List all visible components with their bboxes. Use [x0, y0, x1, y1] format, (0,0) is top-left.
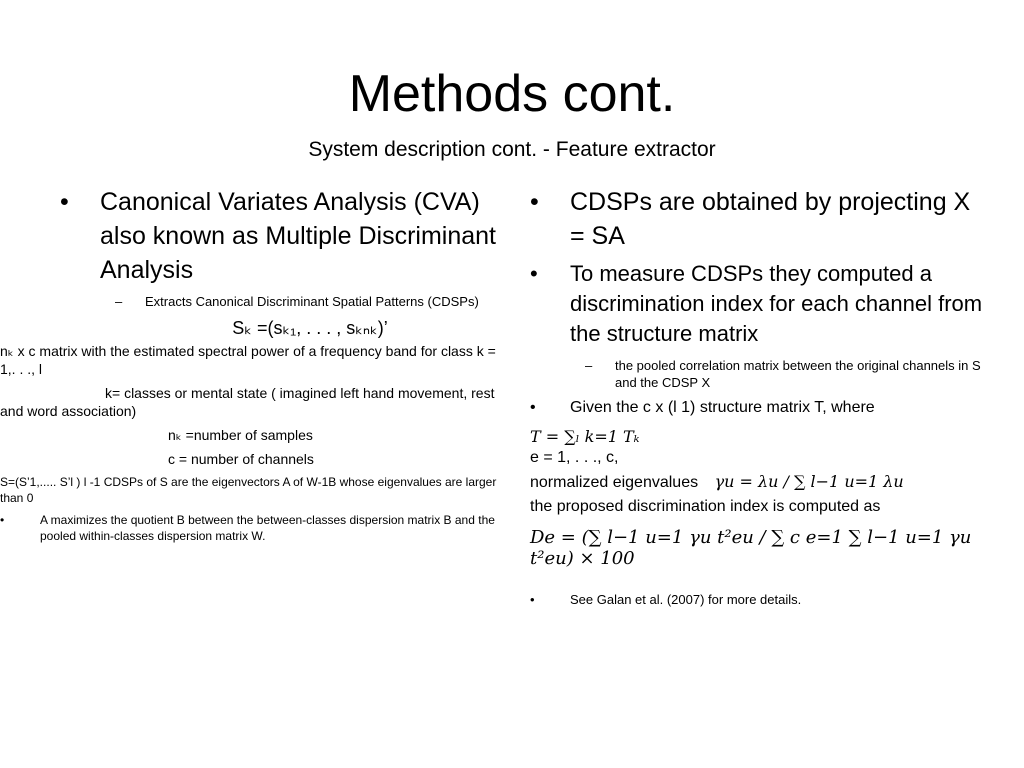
right-bullet-projecting-text: CDSPs are obtained by projecting X = SA — [570, 188, 971, 250]
left-bullet-quotient — [0, 512, 500, 544]
right-sub-correlation-text: the pooled correlation matrix between the original channels in S and the CDSP X — [615, 358, 981, 390]
equation-D-text: De = (∑ l−1 u=1 γu t²eu / ∑ c e=1 ∑ l−1 u=1 γu t²eu) × 100 — [530, 527, 972, 569]
left-sub-cdsps-text: Extracts Canonical Discriminant Spatial Patterns (CDSPs) — [145, 294, 479, 309]
right-bullet-measure-text: To measure CDSPs they computed a discrimination index for each channel from the structure matrix — [570, 261, 983, 346]
normalized-eigenvalues-line — [530, 470, 990, 495]
right-sub-correlation — [530, 357, 990, 391]
right-bullet-given — [530, 397, 990, 419]
left-column — [0, 185, 500, 544]
slide-subtitle: System description cont. - Feature extractor — [308, 138, 716, 161]
sk-definition — [120, 316, 500, 340]
s-eigenvectors-text: S=(S’1,..... S’l ) l -1 CDSPs of S are the eigenvectors A of W-1B whose eigenvalues are larger than 0 — [0, 475, 497, 505]
bullet-dot: • — [530, 592, 535, 607]
bullet-dot: • — [530, 261, 538, 286]
left-bullet-quotient-text: A maximizes the quotient B between the between-classes dispersion matrix B and the pooled within-classes dispersion matrix W. — [40, 513, 495, 543]
nk-samples-text: nₖ =number of samples — [168, 427, 313, 443]
equation-gamma: γu = λu / ∑ l−1 u=1 λu — [714, 472, 904, 491]
slide-title: Methods cont. — [348, 65, 676, 123]
left-sub-cdsps — [60, 293, 500, 310]
nk-samples-line — [168, 426, 500, 444]
equation-T — [530, 427, 990, 446]
dash-marker: – — [585, 358, 593, 373]
right-column — [530, 185, 990, 608]
bullet-dot: • — [60, 188, 69, 216]
nk-matrix-line — [0, 342, 500, 378]
e-range-text: e = 1, . . ., c, — [530, 449, 619, 466]
bullet-dot: • — [530, 188, 539, 216]
sk-definition-text: Sₖ =(sₖ₁, . . . , sₖₙₖ)’ — [232, 318, 388, 338]
normalized-eigenvalues-text: normalized eigenvalues — [530, 474, 699, 491]
right-bullet-measure — [530, 259, 990, 349]
proposed-index-line — [530, 495, 990, 519]
right-bullet-reference — [530, 591, 990, 608]
equation-T-text: T = ∑ₗ k=1 Tₖ — [530, 427, 640, 446]
right-bullet-projecting — [530, 185, 990, 253]
bullet-dot: • — [0, 513, 5, 527]
bullet-dot: • — [530, 399, 536, 416]
s-eigenvectors-line — [0, 474, 500, 506]
left-bullet-cva — [60, 185, 500, 287]
equation-D — [530, 527, 990, 569]
c-channels-line — [168, 450, 500, 468]
right-bullet-reference-text: See Galan et al. (2007) for more details. — [570, 592, 802, 607]
proposed-index-text: the proposed discrimination index is computed as — [530, 498, 881, 515]
k-classes-line — [0, 384, 500, 420]
right-bullet-given-text: Given the c x (l 1) structure matrix T, where — [570, 399, 875, 416]
k-classes-text: k= classes or mental state ( imagined left hand movement, rest and word association) — [0, 385, 495, 419]
c-channels-text: c = number of channels — [168, 451, 314, 467]
nk-matrix-text: nₖ x c matrix with the estimated spectral power of a frequency band for class k = 1,. . ., l — [0, 343, 496, 377]
left-bullet-cva-text: Canonical Variates Analysis (CVA) also known as Multiple Discriminant Analysis — [100, 188, 496, 284]
e-range-line — [530, 446, 990, 470]
dash-marker: – — [115, 294, 123, 309]
